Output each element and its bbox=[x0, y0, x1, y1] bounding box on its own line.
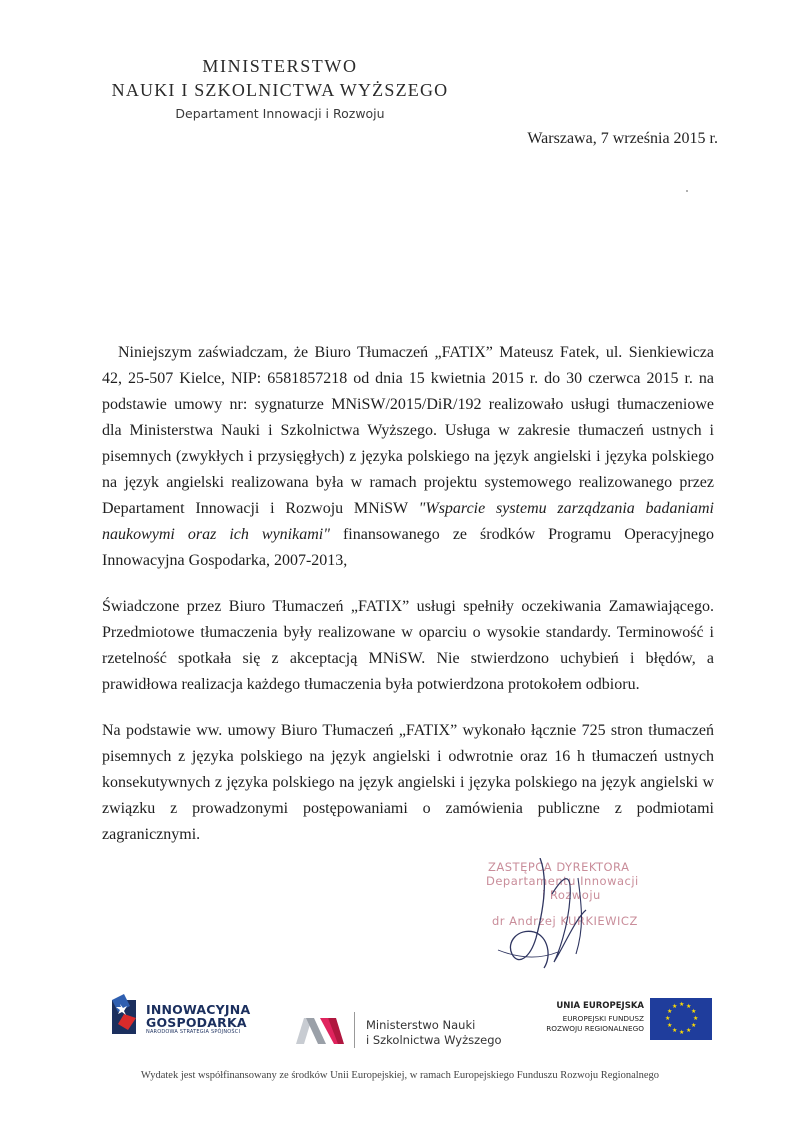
svg-text:★: ★ bbox=[667, 1008, 673, 1015]
header-department: Departament Innowacji i Rozwoju bbox=[175, 106, 385, 121]
svg-text:★: ★ bbox=[672, 1027, 678, 1034]
innowacyjna-gospodarka-logo bbox=[110, 992, 290, 1042]
paragraph-1-text: Niniejszym zaświadczam, że Biuro Tłumaczeń „FATIX” Mateusz Fatek, ul. Sienkiewicza 42, 25-507 Kielce, NIP: 6581857218 od dnia 15 kwietnia 2015 r. do 30 czerwca 2015 r. na podstawie umowy nr: sygnaturze MNiSW/2015/DiR/192 realizowało usługi tłumaczeniowe dla Ministerstwa Nauki i Szkolnictwa Wyższego. Usługa w zakresie tłumaczeń ustnych i pisemnych (zwykłych i przysięgłych) z języka polskiego na język angielski i języka polskiego na język angielski realizowana była w ramach projektu systemowego realizowanego przez Departament Innowacji i Rozwoju MNiSW bbox=[102, 344, 714, 517]
svg-text:★: ★ bbox=[691, 1008, 697, 1015]
innowacyjna-gospodarka-icon bbox=[110, 992, 140, 1036]
ministry-logo-line-1: Ministerstwo Nauki bbox=[366, 1018, 476, 1032]
official-stamp bbox=[478, 858, 668, 978]
eu-flag-icon bbox=[650, 998, 712, 1040]
eu-logo bbox=[532, 998, 712, 1042]
ministry-logo-line-2: i Szkolnictwa Wyższego bbox=[366, 1033, 502, 1047]
ministry-m-icon bbox=[294, 1014, 348, 1048]
letter-body bbox=[102, 340, 714, 868]
svg-text:★: ★ bbox=[665, 1015, 671, 1022]
stamp-line-1: ZASTĘPCA DYREKTORA bbox=[488, 860, 630, 874]
scan-speck bbox=[686, 190, 688, 192]
paragraph-1 bbox=[102, 340, 714, 574]
svg-text:★: ★ bbox=[679, 1001, 685, 1008]
signature-icon bbox=[478, 858, 668, 978]
header-ministry: MINISTERSTWO bbox=[202, 56, 358, 76]
eu-line-2: EUROPEJSKI FUNDUSZ bbox=[562, 1014, 644, 1023]
footer-note: Wydatek jest współfinansowany ze środków Unii Europejskiej, w ramach Europejskiego Funduszu Rozwoju Regionalnego bbox=[140, 1070, 660, 1081]
eu-line-1: UNIA EUROPEJSKA bbox=[556, 1001, 644, 1011]
ministry-logo-divider bbox=[354, 1012, 355, 1048]
stamp-line-3: i Rozwoju bbox=[542, 888, 601, 902]
innowacyjna-line-1: INNOWACYJNA bbox=[146, 1002, 251, 1017]
letter-date: Warszawa, 7 września 2015 r. bbox=[527, 130, 718, 147]
ministry-logo bbox=[294, 1008, 514, 1054]
svg-text:★: ★ bbox=[693, 1015, 699, 1022]
paragraph-1-tail: finansowanego ze środków Programu Operacyjnego Innowacyjna Gospodarka, 2007-2013, bbox=[102, 526, 714, 569]
eu-line-3: ROZWOJU REGIONALNEGO bbox=[546, 1024, 644, 1033]
stamp-line-2: Departamentu Innowacji bbox=[486, 874, 639, 888]
paragraph-2: Świadczone przez Biuro Tłumaczeń „FATIX” usługi spełniły oczekiwania Zamawiającego. Przedmiotowe tłumaczenia były realizowane w oparciu o wysokie standardy. Terminowość i rzetelność spotkała się z akceptacją MNiSW. Nie stwierdzono uchybień i błędów, a prawidłowa realizacja każdego tłumaczenia była potwierdzona protokołem odbioru. bbox=[102, 598, 714, 693]
project-title: "Wsparcie systemu zarządzania badaniami naukowymi oraz ich wynikami" bbox=[102, 500, 714, 543]
header-ministry-full: NAUKI I SZKOLNICTWA WYŻSZEGO bbox=[111, 80, 449, 100]
svg-text:★: ★ bbox=[691, 1022, 697, 1029]
innowacyjna-line-2: GOSPODARKA bbox=[146, 1015, 247, 1030]
stamp-line-4: dr Andrzej KURKIEWICZ bbox=[492, 914, 638, 928]
innowacyjna-line-3: NARODOWA STRATEGIA SPÓJNOŚCI bbox=[146, 1029, 241, 1035]
svg-text:★: ★ bbox=[686, 1003, 692, 1010]
svg-text:★: ★ bbox=[679, 1029, 685, 1036]
paragraph-3: Na podstawie ww. umowy Biuro Tłumaczeń „FATIX” wykonało łącznie 725 stron tłumaczeń pisemnych z języka polskiego na język angielski i odwrotnie oraz 16 h tłumaczeń ustnych konsekutywnych z języka polskiego na język angielski i języka polskiego na język angielski w związku z prowadzonymi postępowaniami o zamówienia publiczne z podmiotami zagranicznymi. bbox=[102, 722, 714, 843]
svg-text:★: ★ bbox=[672, 1003, 678, 1010]
svg-text:★: ★ bbox=[667, 1022, 673, 1029]
svg-text:★: ★ bbox=[686, 1027, 692, 1034]
